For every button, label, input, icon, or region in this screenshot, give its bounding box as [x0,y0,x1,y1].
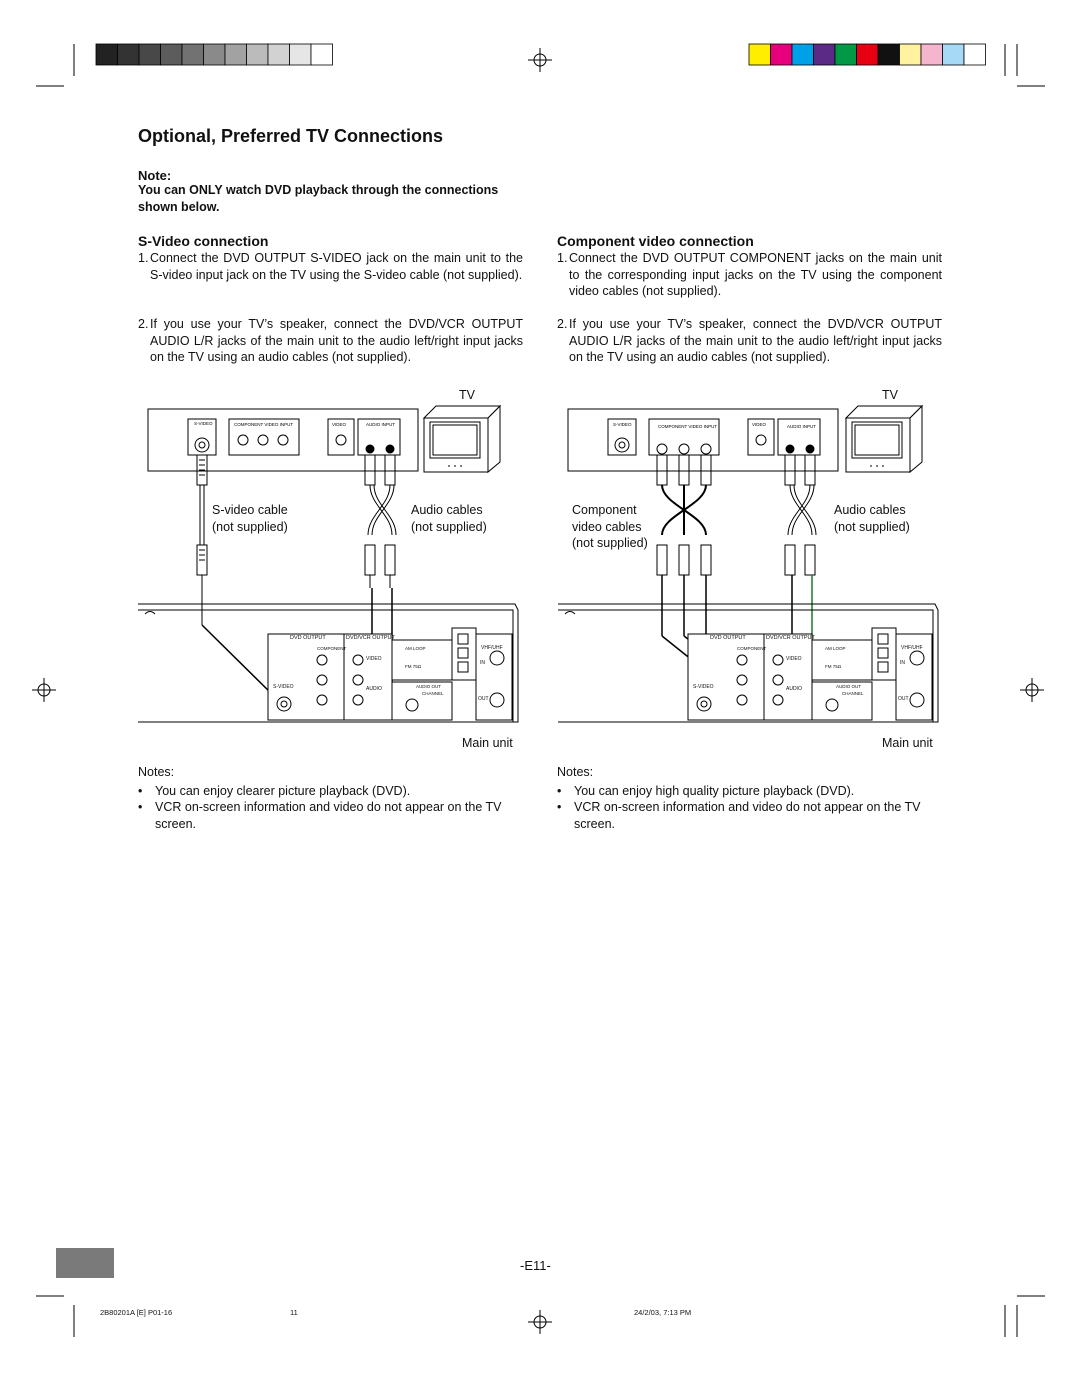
note-item-text: You can enjoy clearer picture playback (DVD). [155,783,411,798]
page-title: Optional, Preferred TV Connections [138,126,444,146]
svg-text:S-VIDEO: S-VIDEO [613,422,632,427]
dvd-output-label: DVD OUTPUT [290,635,326,641]
label-line: Audio cables [834,503,906,517]
step-number: 2. [557,317,568,331]
dvd-vcr-output-label: DVD/VCR OUTPUT [346,635,395,641]
label-line: (not supplied) [572,536,648,551]
audio-label: AUDIO [366,686,382,692]
label-line: (not supplied) [411,519,487,534]
note-item-text: VCR on-screen information and video do not appear on the TV screen. [155,800,502,832]
label-line: Audio cables [411,503,483,517]
svg-text:S-VIDEO: S-VIDEO [194,421,213,426]
am-loop-label: AM LOOP [825,646,846,651]
label-line: Component [572,503,637,517]
footer-code: 2B80201A [E] P01-16 [100,1308,173,1317]
svideo-unit-label: Main unit [462,736,513,750]
svg-text:AUDIO INPUT: AUDIO INPUT [366,422,396,427]
tv-set-icon [846,406,922,472]
am-loop-label: AM LOOP [405,646,426,651]
note-item: • You can enjoy high quality picture playback (DVD). [557,783,855,798]
step-number: 2. [138,317,149,331]
page-number: -E11- [520,1258,551,1273]
dvd-vcr-output-label: DVD/VCR OUTPUT [766,635,815,641]
out-label: OUT [478,696,489,702]
svg-text:COMPONENT VIDEO INPUT: COMPONENT VIDEO INPUT [234,422,294,427]
note-item: • VCR on-screen information and video do not appear on the TV screen. [557,799,947,832]
svg-text:COMPONENT VIDEO INPUT: COMPONENT VIDEO INPUT [658,424,718,429]
svg-text:VIDEO: VIDEO [332,422,347,427]
svideo-heading: S-Video connection [138,233,269,249]
svideo-diagram [138,406,518,722]
fm-75-label: FM 75Ω [825,664,842,669]
audio-label: AUDIO [786,686,802,692]
dvd-output-label: DVD OUTPUT [710,635,746,641]
footer-page: 11 [290,1308,298,1317]
footer-date: 24/2/03, 7:13 PM [634,1308,692,1317]
in-label: IN [480,660,485,666]
component-diagram [558,406,938,722]
in-label: IN [900,660,905,666]
fm-75-label: FM 75Ω [405,664,422,669]
note-label: Note: [138,168,172,183]
component-heading: Component video connection [557,233,754,249]
note-item: • VCR on-screen information and video do not appear on the TV screen. [138,799,528,832]
label-line: (not supplied) [834,519,910,534]
note-item: • You can enjoy clearer picture playback (DVD). [138,783,411,798]
main-unit [558,604,938,722]
label-line: S-video cable [212,503,288,517]
label-line: (not supplied) [212,519,288,534]
step-number: 1. [138,251,149,265]
tv-set-icon [424,406,500,472]
out-label: OUT [898,696,909,702]
note-text: You can ONLY watch DVD playback through the connections shown below. [138,183,499,214]
step-text: If you use your TV’s speaker, connect the DVD/VCR OUTPUT AUDIO L/R jacks of the main unit to the audio left/right input jacks on the TV using an audio cables (not supplied). [150,317,523,365]
component-label: COMPONENT [737,646,767,651]
step-text: If you use your TV’s speaker, connect the DVD/VCR OUTPUT AUDIO L/R jacks of the main unit to the audio left/right input jacks on the TV using an audio cables (not supplied). [569,317,942,365]
step-text: Connect the DVD OUTPUT S-VIDEO jack on the main unit to the S-video input jack on the TV using the S-video cable (not supplied). [150,251,523,282]
svideo-tv-label: TV [459,388,475,402]
notes-label: Notes: [138,765,175,779]
svideo-label: S-VIDEO [273,684,294,690]
audio-out-label: AUDIO OUT [416,684,442,689]
step-number: 1. [557,251,568,265]
component-tv-label: TV [882,388,898,402]
note-item-text: VCR on-screen information and video do not appear on the TV screen. [574,800,921,832]
component-label: COMPONENT [317,646,347,651]
svg-text:AUDIO INPUT: AUDIO INPUT [787,424,817,429]
video-label: VIDEO [786,656,802,662]
vhf-uhf-label: VHF/UHF [901,645,923,651]
note-item-text: You can enjoy high quality picture playback (DVD). [574,783,855,798]
vhf-uhf-label: VHF/UHF [481,645,503,651]
svideo-notes [138,764,528,833]
audio-out-label: AUDIO OUT [836,684,862,689]
component-notes [557,764,947,833]
channel-label: CHANNEL [842,691,864,696]
channel-label: CHANNEL [422,691,444,696]
component-unit-label: Main unit [882,736,933,750]
step-text: Connect the DVD OUTPUT COMPONENT jacks on the main unit to the corresponding input jacks on the TV using the component video cables (not supplied). [569,251,942,299]
notes-label: Notes: [557,765,594,779]
page-tab [56,1248,114,1278]
svg-text:VIDEO: VIDEO [752,422,767,427]
video-label: VIDEO [366,656,382,662]
label-line: video cables [572,519,642,534]
svideo-label: S-VIDEO [693,684,714,690]
main-unit [138,604,518,722]
